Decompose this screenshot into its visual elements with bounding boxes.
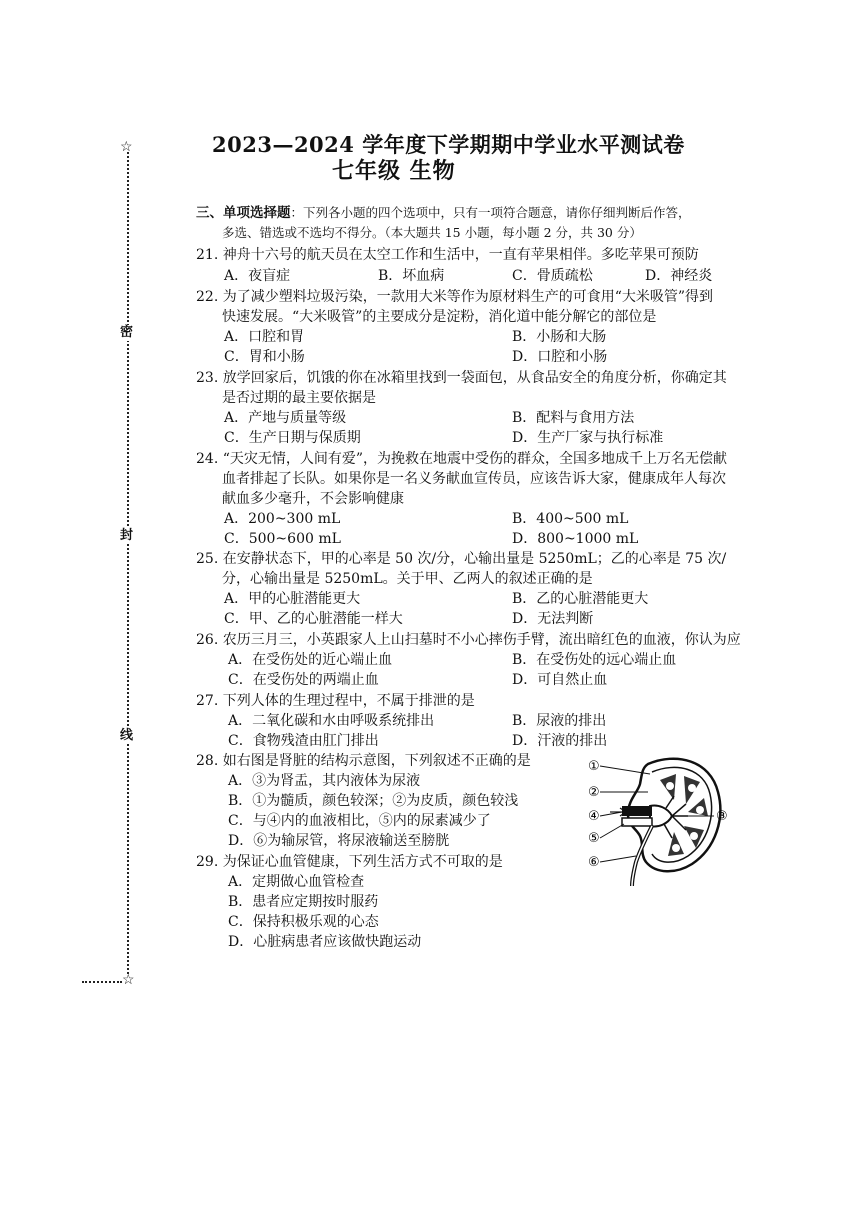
star-bottom-icon: ☆ (122, 972, 135, 988)
question-29-option-d: D．心脏病患者应该做快跑运动 (228, 934, 422, 950)
question-26-option-a: A．在受伤处的近心端止血 (228, 652, 393, 668)
question-number: 24. (196, 451, 219, 467)
binding-margin-bottom-line (82, 981, 122, 983)
question-line: 在安静状态下，甲的心率是 50 次/分，心输出量是 5250mL；乙的心率是 75 次/ (222, 551, 727, 567)
question-21-option-c: C．骨质疏松 (512, 268, 593, 284)
question-27-option-d: D．汗液的排出 (512, 733, 608, 749)
figure-label-6: ⑥ (588, 855, 600, 870)
question-line: 农历三月三，小英跟家人上山扫墓时不小心摔伤手臂，流出暗红色的血液，你认为应 (222, 632, 741, 648)
question-27-stem (196, 691, 806, 711)
question-line: 为保证心血管健康，下列生活方式不可取的是 (222, 854, 503, 870)
question-26-option-d: D．可自然止血 (512, 672, 608, 688)
question-27-option-a: A．二氧化碳和水由呼吸系统排出 (228, 713, 435, 729)
question-23-stem (196, 368, 806, 388)
question-23-option-a: A．产地与质量等级 (224, 410, 347, 426)
question-line: 神舟十六号的航天员在太空工作和生活中，一直有苹果相伴。多吃苹果可预防 (222, 247, 699, 263)
margin-char-mi: 密 (120, 325, 134, 340)
question-25-option-d: D．无法判断 (512, 611, 594, 627)
section-instruction-line-1 (196, 203, 806, 223)
question-25-stem (196, 549, 806, 569)
question-27-option-c: C．食物残渣由肛门排出 (228, 733, 379, 749)
question-line: 为了减少塑料垃圾污染，一款用大米等作为原材料生产的可食用“大米吸管”得到 (222, 289, 714, 305)
question-line: 下列人体的生理过程中，不属于排泄的是 (222, 693, 475, 709)
question-22-stem (196, 287, 806, 307)
question-29-stem (196, 852, 806, 872)
question-28-option-d: D．⑥为输尿管，将尿液输送至膀胱 (228, 833, 450, 849)
binding-margin-line (127, 152, 129, 974)
question-29-option-a: A．定期做心血管检查 (228, 874, 365, 890)
question-29-option-c: C．保持积极乐观的心态 (228, 914, 379, 930)
question-28-option-c: C．与④内的血液相比，⑤内的尿素减少了 (228, 813, 491, 829)
question-number: 28. (196, 753, 219, 769)
question-22-option-a: A．口腔和胃 (224, 329, 305, 345)
question-25-option-c: C．甲、乙的心脏潜能一样大 (224, 611, 403, 627)
section-text-2: 多选、错选或不选均不得分。（本大题共 15 小题，每小题 2 分，共 30 分） (222, 225, 642, 240)
question-number: 25. (196, 551, 219, 567)
question-21-option-b: B．坏血病 (378, 268, 445, 284)
figure-label-1: ① (588, 759, 600, 774)
question-22-option-b: B．小肠和大肠 (512, 329, 607, 345)
question-26-option-c: C．在受伤处的两端止血 (228, 672, 379, 688)
question-24-option-b: B．400~500 mL (512, 511, 629, 527)
question-22-stem-line-2: 快速发展。“大米吸管”的主要成分是淀粉，消化道中能分解它的部位是 (222, 309, 657, 325)
question-22-option-d: D．口腔和小肠 (512, 349, 608, 365)
exam-title: 2023—2024 学年度下学期期中学业水平测试卷 (212, 132, 685, 157)
question-number: 27. (196, 693, 219, 709)
figure-label-3: ③ (716, 809, 728, 824)
question-23-option-c: C．生产日期与保质期 (224, 430, 361, 446)
question-line: 如右图是肾脏的结构示意图，下列叙述不正确的是 (222, 753, 531, 769)
exam-subtitle: 七年级 生物 (332, 158, 456, 184)
question-24-stem-line-2: 血者排起了长队。如果你是一名义务献血宣传员，应该告诉大家，健康成年人每次 (222, 471, 726, 487)
question-23-stem-line-2: 是否过期的最主要依据是 (222, 390, 376, 406)
question-25-option-a: A．甲的心脏潜能更大 (224, 591, 361, 607)
question-21-stem (196, 245, 806, 265)
question-25-option-b: B．乙的心脏潜能更大 (512, 591, 649, 607)
question-21-option-a: A．夜盲症 (224, 268, 291, 284)
question-23-option-d: D．生产厂家与执行标准 (512, 430, 664, 446)
question-22-option-c: C．胃和小肠 (224, 349, 305, 365)
question-28-option-a: A．③为肾盂，其内液体为尿液 (228, 773, 421, 789)
question-24-stem-line-3: 献血多少毫升，不会影响健康 (222, 491, 404, 507)
figure-label-2: ② (588, 785, 600, 800)
question-line: 放学回家后，饥饿的你在冰箱里找到一袋面包，从食品安全的角度分析，你确定其 (222, 370, 727, 386)
question-27-option-b: B．尿液的排出 (512, 713, 607, 729)
question-29-option-b: B．患者应定期按时服药 (228, 894, 379, 910)
question-number: 21. (196, 247, 219, 263)
margin-char-feng: 封 (120, 528, 134, 543)
figure-label-5: ⑤ (588, 831, 600, 846)
question-25-stem-line-2: 分，心输出量是 5250mL。关于甲、乙两人的叙述正确的是 (222, 571, 593, 587)
section-text-1: ：下列各小题的四个选项中，只有一项符合题意，请你仔细判断后作答， (290, 205, 691, 220)
question-24-option-d: D．800~1000 mL (512, 531, 639, 547)
question-number: 23. (196, 370, 219, 386)
question-24-option-a: A．200~300 mL (224, 511, 341, 527)
question-23-option-b: B．配料与食用方法 (512, 410, 635, 426)
question-21-option-d: D．神经炎 (645, 268, 713, 284)
question-number: 22. (196, 289, 219, 305)
question-26-option-b: B．在受伤处的远心端止血 (512, 652, 677, 668)
section-label: 三、单项选择题 (196, 205, 291, 221)
question-line: “天灾无情，人间有爱”，为挽救在地震中受伤的群众，全国多地成千上万名无偿献 (222, 451, 728, 467)
margin-char-xian: 线 (120, 728, 134, 743)
figure-label-4: ④ (588, 809, 600, 824)
question-28-option-b: B．①为髓质，颜色较深；②为皮质，颜色较浅 (228, 793, 519, 809)
star-top-icon: ☆ (120, 139, 133, 155)
question-number: 29. (196, 854, 219, 870)
question-24-option-c: C．500~600 mL (224, 531, 341, 547)
question-26-stem (196, 630, 806, 650)
question-number: 26. (196, 632, 219, 648)
question-24-stem (196, 449, 806, 469)
